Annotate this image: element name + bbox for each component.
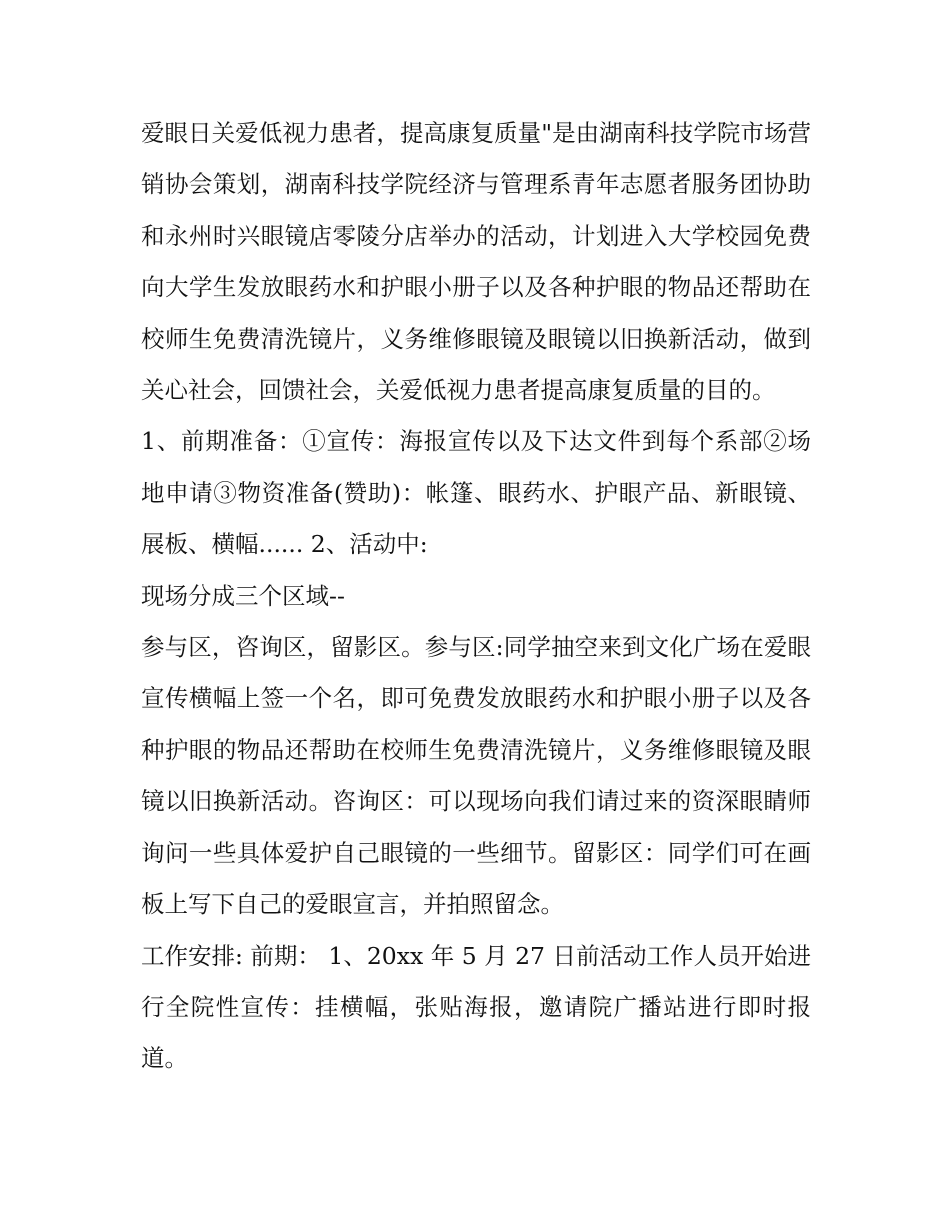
paragraph-preparation: 1、前期准备：①宣传：海报宣传以及下达文件到每个系部②场地申请③物资准备(赞助)：帐篷、眼药水、护眼产品、新眼镜、展板、横幅...... 2、活动中: [141,427,811,559]
paragraph-zones-heading: 现场分成三个区域-- [141,581,345,610]
paragraph-intro: 爱眼日关爱低视力患者，提高康复质量"是由湖南科技学院市场营销协会策划，湖南科技学院经济与管理系青年志愿者服务团协助和永州时兴眼镜店零陵分店举办的活动，计划进入大学校园免费向大学生发放眼药水和护眼小册子以及各种护眼的物品还帮助在校师生免费清洗镜片，义务维修眼镜及眼镜以旧换新活动，做到关心社会，回馈社会，关爱低视力患者提高康复质量的目的。 [141,119,811,405]
paragraph-work-arrangement: 工作安排: 前期： 1、20xx 年 5 月 27 日前活动工作人员开始进行全院性宣传：挂横幅，张贴海报，邀请院广播站进行即时报道。 [141,941,811,1073]
document-body [141,108,811,1085]
paragraph-zones-detail: 参与区，咨询区，留影区。参与区:同学抽空来到文化广场在爱眼宣传横幅上签一个名，即可免费发放眼药水和护眼小册子以及各种护眼的物品还帮助在校师生免费清洗镜片，义务维修眼镜及眼镜以旧换新活动。咨询区：可以现场向我们请过来的资深眼睛师询问一些具体爱护自己眼镜的一些细节。留影区：同学们可在画板上写下自己的爱眼宣言，并拍照留念。 [141,633,811,919]
